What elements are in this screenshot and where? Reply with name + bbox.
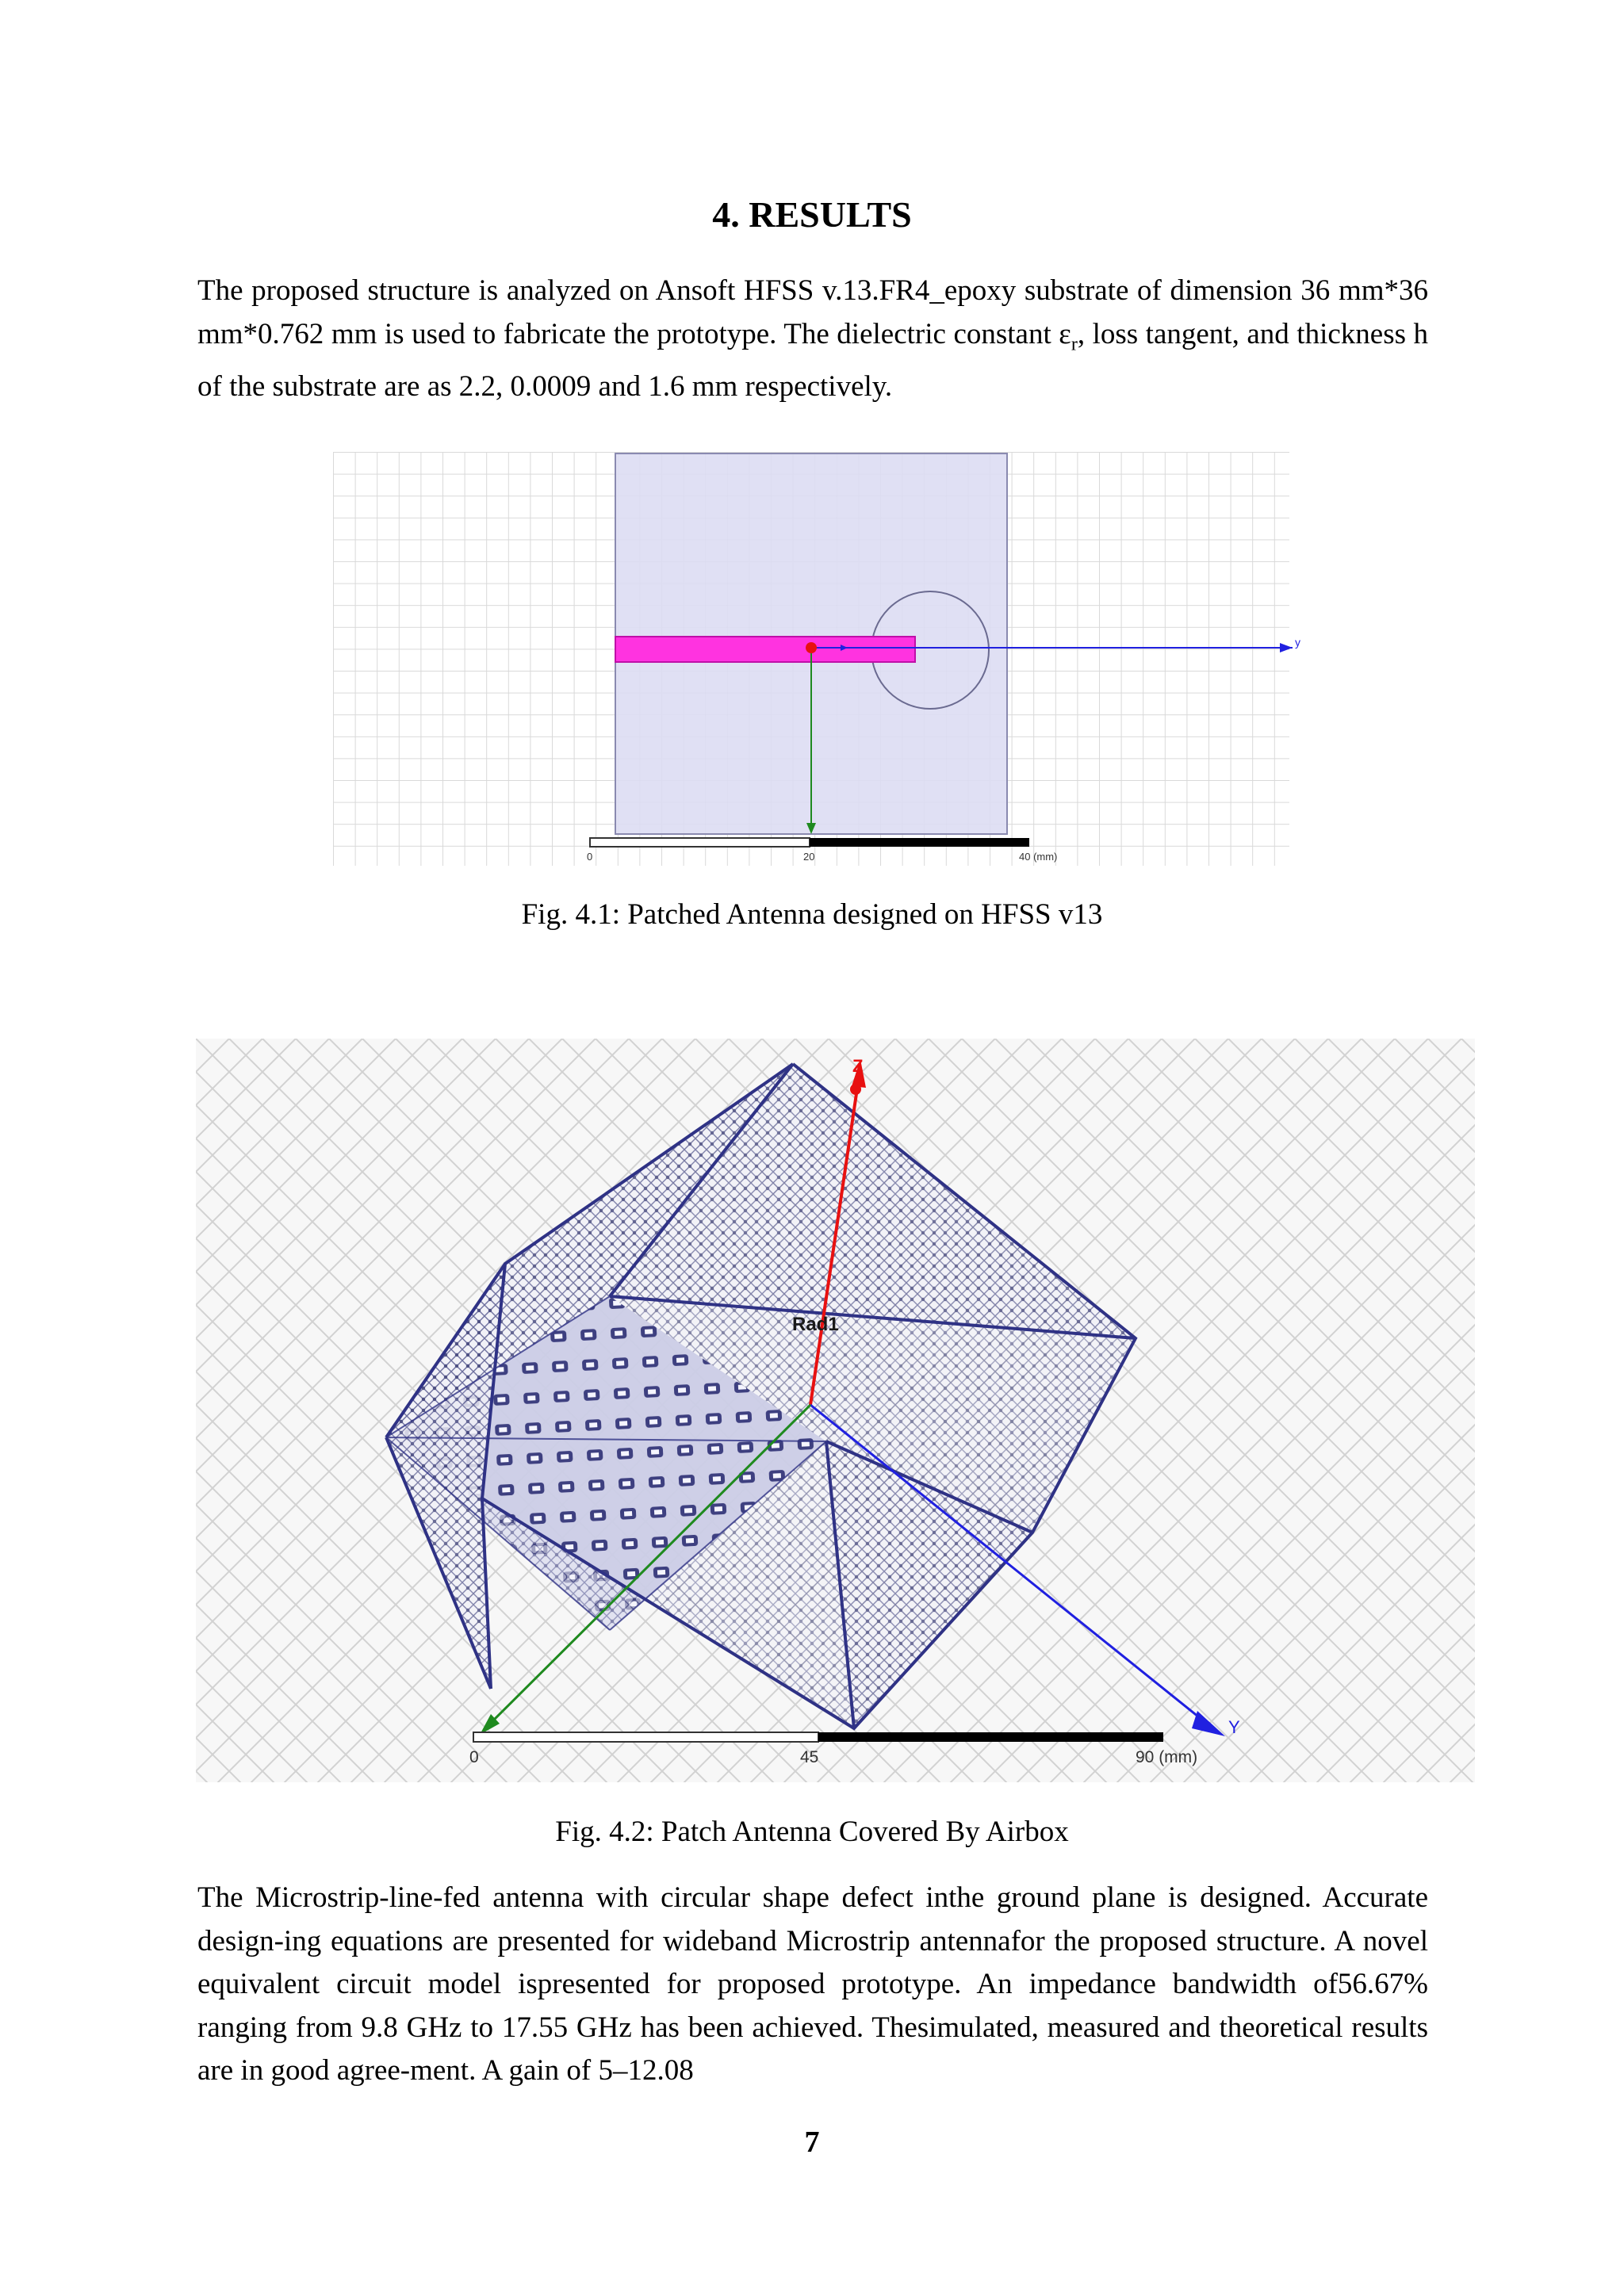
scale-bar-white	[590, 838, 810, 847]
figure2-caption: Fig. 4.2: Patch Antenna Covered By Airbox	[555, 1816, 1069, 1848]
paragraph-conclusion: The Microstrip-line-fed antenna with circular shape defect inthe ground plane is designed. Accurate design-ing equations are presented for wideband Microstrip antennafor the proposed structure. A novel equivalent circuit model ispresented for proposed prototype. An impedance bandwidth of56.67% ranging from 9.8 GHz to 17.55 GHz has been achieved. Thesimulated, measured and theoretical results are in good agree-ment. A gain of 5–12.08	[197, 1881, 1428, 2087]
figure-airbox-3d	[196, 1039, 1475, 1782]
axis-y-3d-label: Y	[1228, 1717, 1240, 1737]
scale-bar-black	[810, 838, 1029, 847]
scale-bar-3d-white	[473, 1732, 818, 1742]
scale-3d-label-0: 0	[469, 1748, 479, 1766]
paragraph-intro-text-b: , loss tangent, and thickness h of the substrate are as 2.2, 0.0009 and 1.6 mm respectively.	[197, 317, 1429, 404]
scale-label-0: 0	[587, 851, 593, 863]
origin-marker	[806, 642, 817, 653]
scale-label-20: 20	[803, 851, 815, 863]
scale-3d-label-45: 45	[800, 1748, 819, 1766]
axis-y-label: y	[1295, 636, 1300, 649]
scale-label-40: 40 (mm)	[1019, 851, 1058, 863]
scale-bar-3d-black	[818, 1732, 1163, 1742]
section-heading: 4. RESULTS	[712, 194, 912, 235]
epsilon-subscript: r	[1071, 333, 1078, 354]
paragraph-intro	[197, 270, 1428, 409]
paragraph-intro-text-a: The proposed structure is analyzed on Ansoft HFSS v.13.FR4_epoxy substrate of dimension 36 mm*36 mm*0.762 mm is used to fabricate the prototype. The dielectric constant ε	[197, 274, 1428, 350]
port-label: Rad1	[792, 1314, 839, 1335]
figure-hfss-top-view	[333, 452, 1300, 866]
page-number: 7	[804, 2126, 820, 2159]
scale-3d-label-90: 90 (mm)	[1136, 1748, 1198, 1766]
axis-z-label: Z	[852, 1056, 864, 1076]
feedline-rect	[615, 637, 915, 662]
figure1-caption: Fig. 4.1: Patched Antenna designed on HFSS v13	[521, 898, 1103, 931]
